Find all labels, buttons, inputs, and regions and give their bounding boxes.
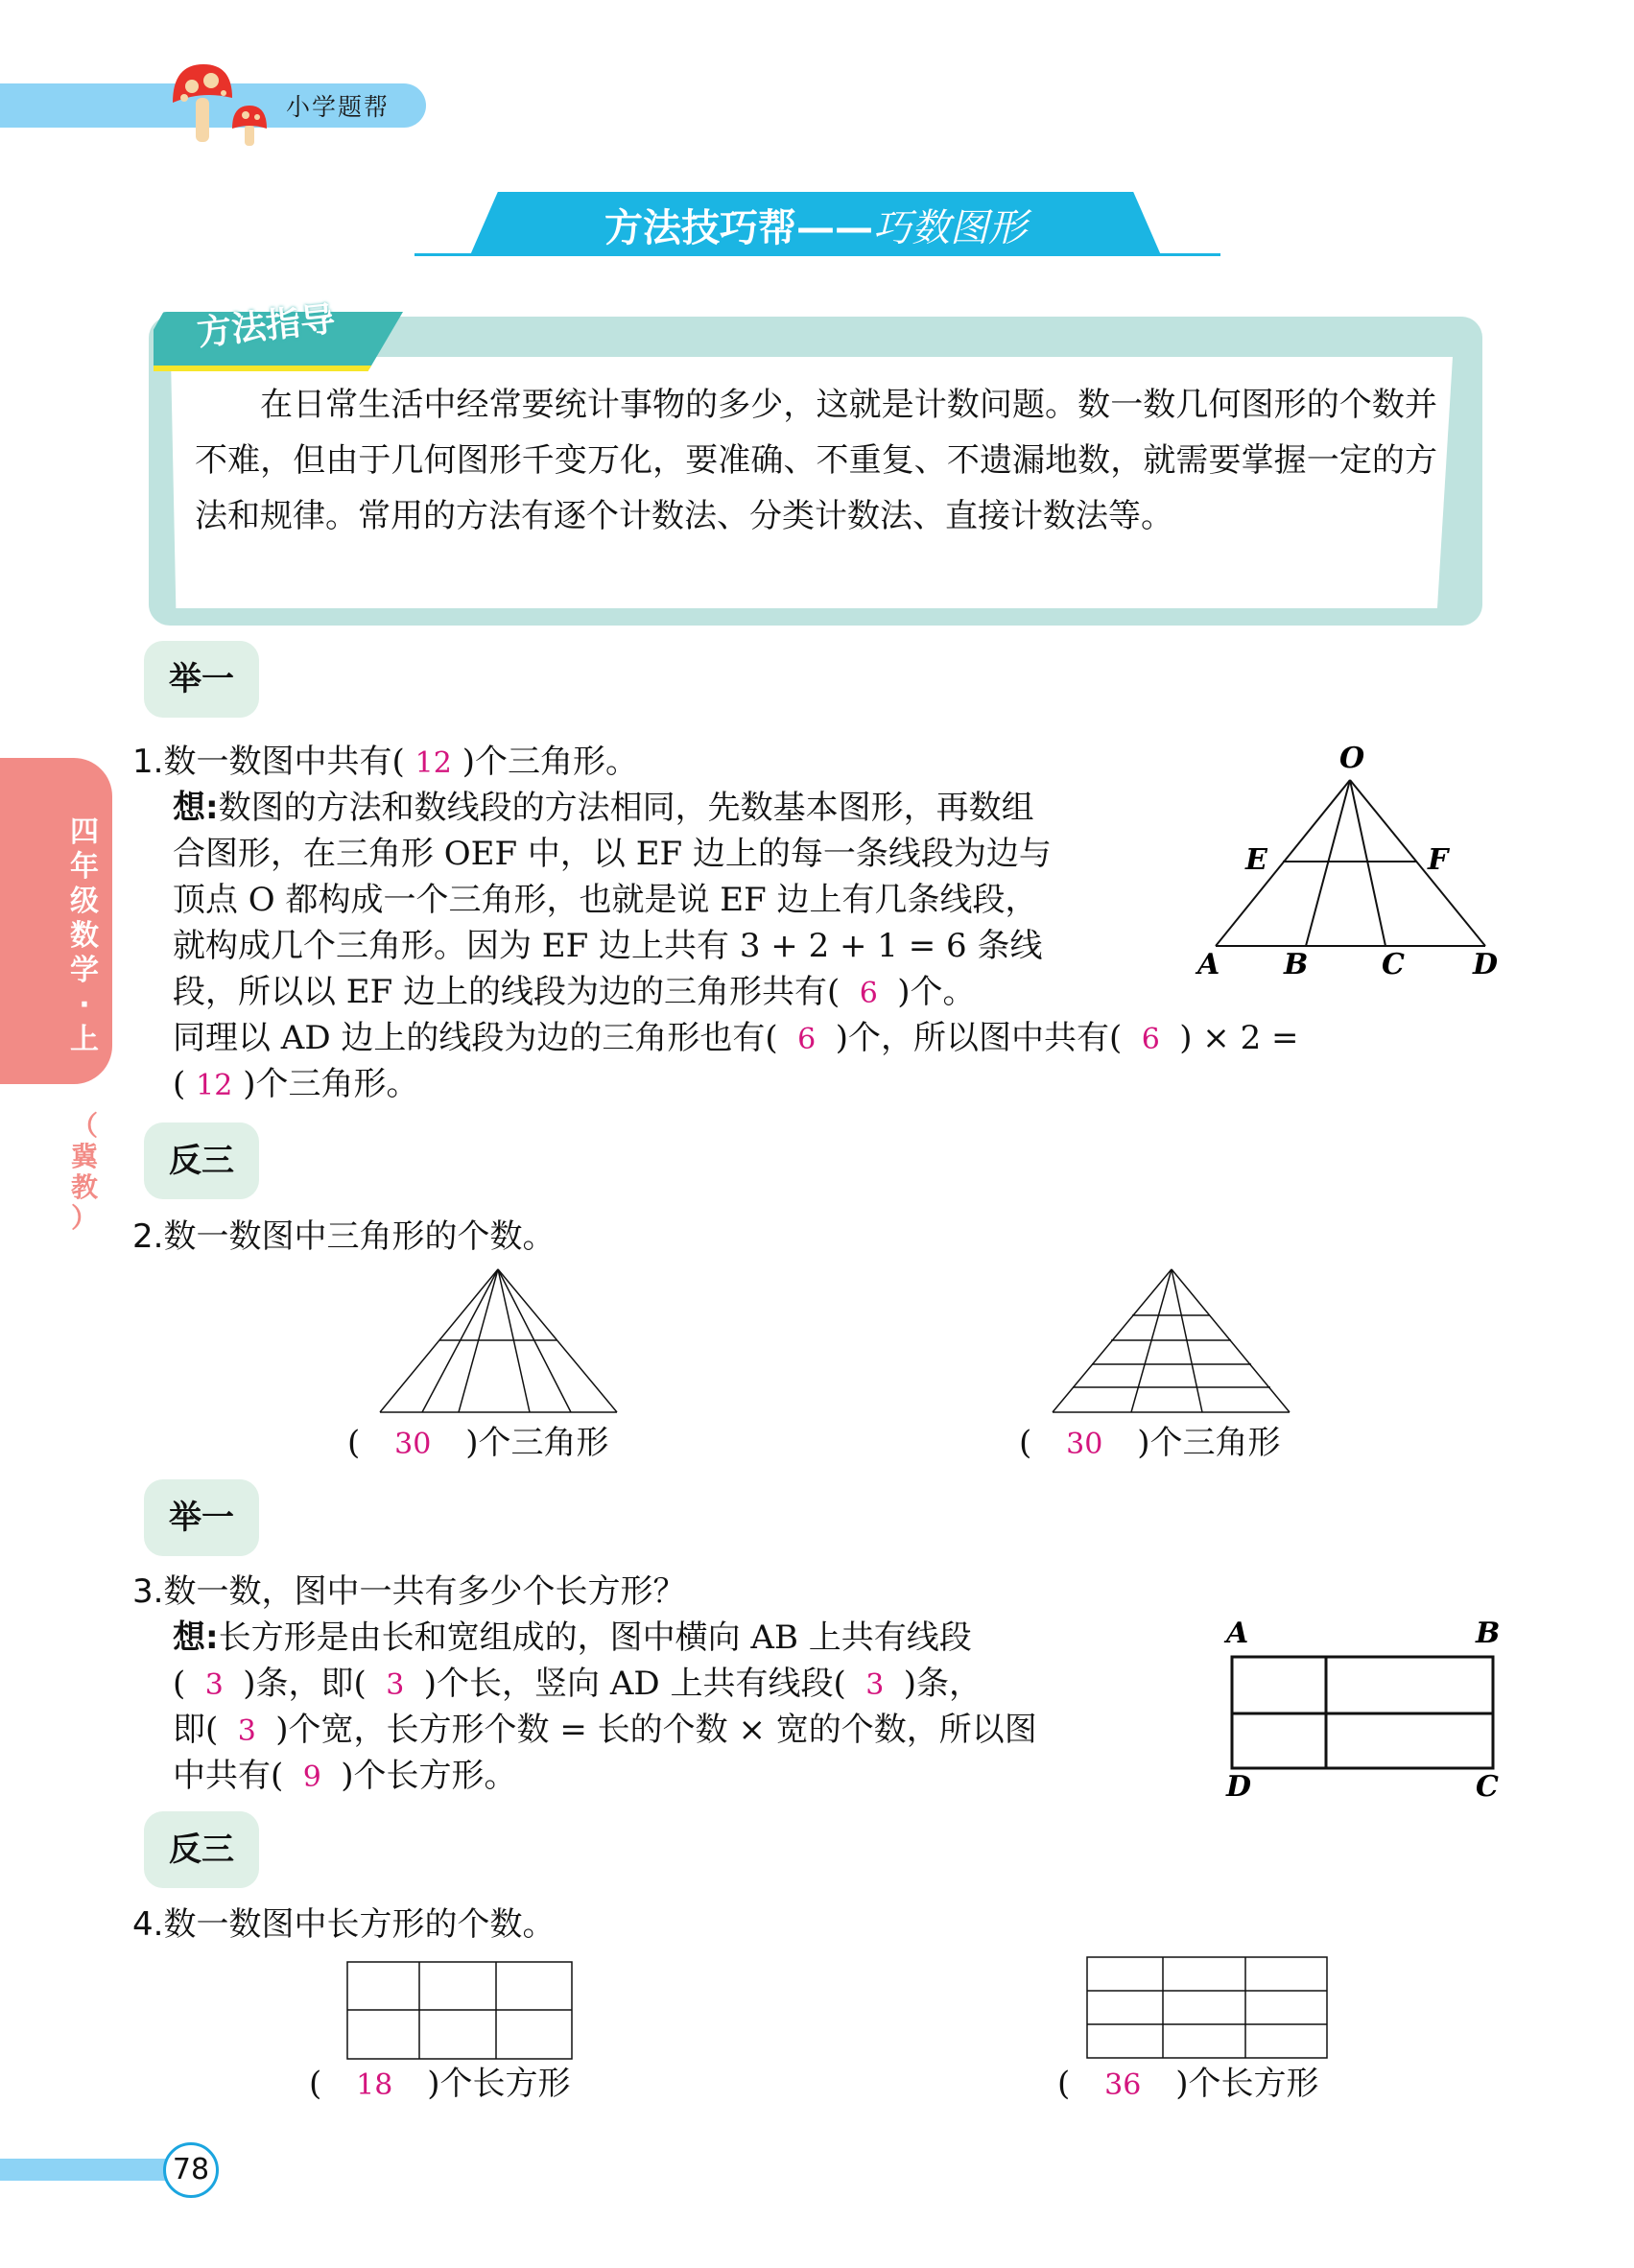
svg-text:D: D (1226, 1770, 1252, 1804)
footer-bar (0, 2159, 173, 2181)
title-sub: 巧数图形 (873, 206, 1027, 250)
q2-prompt: 2.数一数图中三角形的个数。 (132, 1217, 556, 1256)
q2-answer-right: ( 30 )个三角形 (1019, 1424, 1281, 1462)
page-number: 78 (163, 2142, 219, 2198)
q1-think-line-4: 就构成几个三角形。因为 EF 边上共有 3 + 2 + 1 = 6 条线 (173, 927, 1043, 965)
svg-text:A: A (1197, 948, 1220, 981)
q4-grid-right (1087, 1957, 1327, 2058)
grade-label: 四 年 级 数 学 · 上 (70, 815, 99, 1056)
q1-answer: 12 (414, 746, 452, 780)
q4-prompt: 4.数一数图中长方形的个数。 (132, 1905, 556, 1944)
svg-text:E: E (1245, 843, 1267, 877)
svg-text:B: B (1284, 948, 1309, 981)
q4-grid-left (347, 1962, 572, 2059)
q1-think-line-7: ( 12 )个三角形。 (173, 1065, 419, 1103)
q3-think-line-1: 想:长方形是由长和宽组成的，图中横向 AB 上共有线段 (173, 1618, 972, 1657)
tag-ju-yi-1: 举一 (144, 641, 259, 718)
title-main: 方法技巧帮—— (604, 206, 873, 250)
svg-text:F: F (1428, 843, 1449, 877)
q3-think-line-4: 中共有( 9 )个长方形。 (173, 1757, 517, 1795)
svg-text:O: O (1339, 742, 1365, 775)
q3-prompt: 3.数一数，图中一共有多少个长方形？ (132, 1572, 686, 1611)
q1-think-line-3: 顶点 O 都构成一个三角形，也就是说 EF 边上有几条线段， (173, 881, 1038, 919)
q1-prompt: 1.数一数图中共有( 12 )个三角形。 (132, 739, 638, 787)
svg-text:C: C (1476, 1770, 1499, 1804)
q3-think-line-2: ( 3 )条，即( 3 )个长，竖向 AD 上共有线段( 3 )条， (173, 1665, 983, 1703)
q1-think-line-6: 同理以 AD 边上的线段为边的三角形也有( 6 )个，所以图中共有( 6 ) × 2 = (173, 1019, 1299, 1057)
tag-fan-san-2: 反三 (144, 1811, 259, 1888)
q3-think-line-3: 即( 3 )个宽，长方形个数 = 长的个数 × 宽的个数，所以图 (173, 1711, 1037, 1749)
q1-think-line-2: 合图形，在三角形 OEF 中，以 EF 边上的每一条线段为边与 (173, 835, 1052, 873)
svg-text:C: C (1382, 948, 1405, 981)
q3-rectangle-figure (1232, 1657, 1493, 1768)
q1-think-line-1: 想:数图的方法和数线段的方法相同，先数基本图形，再数组 (173, 789, 1034, 827)
method-guide-label: 方法指导 (195, 299, 338, 354)
svg-text:A: A (1226, 1617, 1249, 1650)
q2-answer-left: ( 30 )个三角形 (347, 1424, 609, 1462)
q2-triangle-left (380, 1269, 617, 1412)
q4-answer-left: ( 18 )个长方形 (309, 2065, 571, 2103)
tag-fan-san-1: 反三 (144, 1122, 259, 1199)
tag-ju-yi-2: 举一 (144, 1479, 259, 1556)
svg-text:B: B (1476, 1617, 1501, 1650)
brand-label: 小学题帮 (286, 93, 391, 121)
q2-triangle-right (1053, 1269, 1290, 1412)
q1-think-line-5: 段，所以以 EF 边上的线段为边的三角形共有( 6 )个。 (173, 973, 976, 1011)
q4-answer-right: ( 36 )个长方形 (1057, 2065, 1319, 2103)
method-guide-text: 在日常生活中经常要统计事物的多少，这就是计数问题。数一数几何图形的个数并不难，但由于几何图形千变万化，要准确、不重复、不遗漏地数，就需要掌握一定的方法和规律。常用的方法有逐个计数法、分类计数法、直接计数法等。 (195, 386, 1437, 535)
edition-label: （ 冀 教 ） (70, 1110, 98, 1234)
svg-text:D: D (1473, 948, 1499, 981)
